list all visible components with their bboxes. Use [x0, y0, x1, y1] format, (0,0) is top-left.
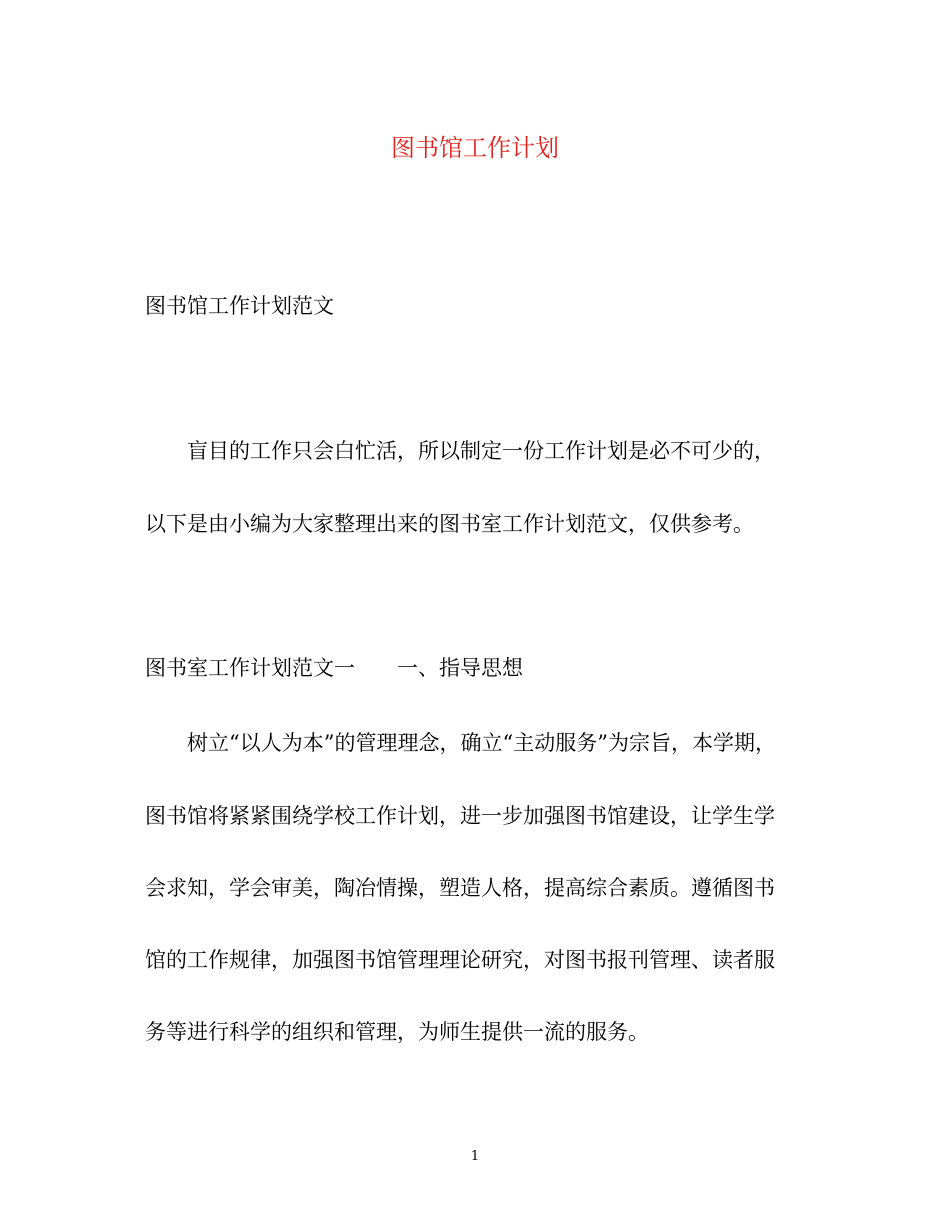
document-subtitle: 图书馆工作计划范文: [145, 294, 334, 318]
body-line-1: 树立“以人为本”的管理理念，确立“主动服务”为宗旨，本学期，: [187, 731, 776, 755]
page-number: 1: [470, 1149, 480, 1164]
intro-line-1: 盲目的工作只会白忙活，所以制定一份工作计划是必不可少的，: [187, 439, 775, 463]
section-heading: 图书室工作计划范文一 一、指导思想: [145, 656, 523, 680]
document-title: 图书馆工作计划: [391, 134, 559, 162]
body-line-5: 务等进行科学的组织和管理，为师生提供一流的服务。: [145, 1020, 649, 1044]
body-line-4: 馆的工作规律，加强图书馆管理理论研究，对图书报刊管理、读者服: [145, 948, 775, 972]
body-line-3: 会求知，学会审美，陶冶情操，塑造人格，提高综合素质。遵循图书: [145, 876, 775, 900]
intro-line-2: 以下是由小编为大家整理出来的图书室工作计划范文，仅供参考。: [145, 512, 754, 536]
body-line-2: 图书馆将紧紧围绕学校工作计划，进一步加强图书馆建设，让学生学: [145, 804, 775, 828]
